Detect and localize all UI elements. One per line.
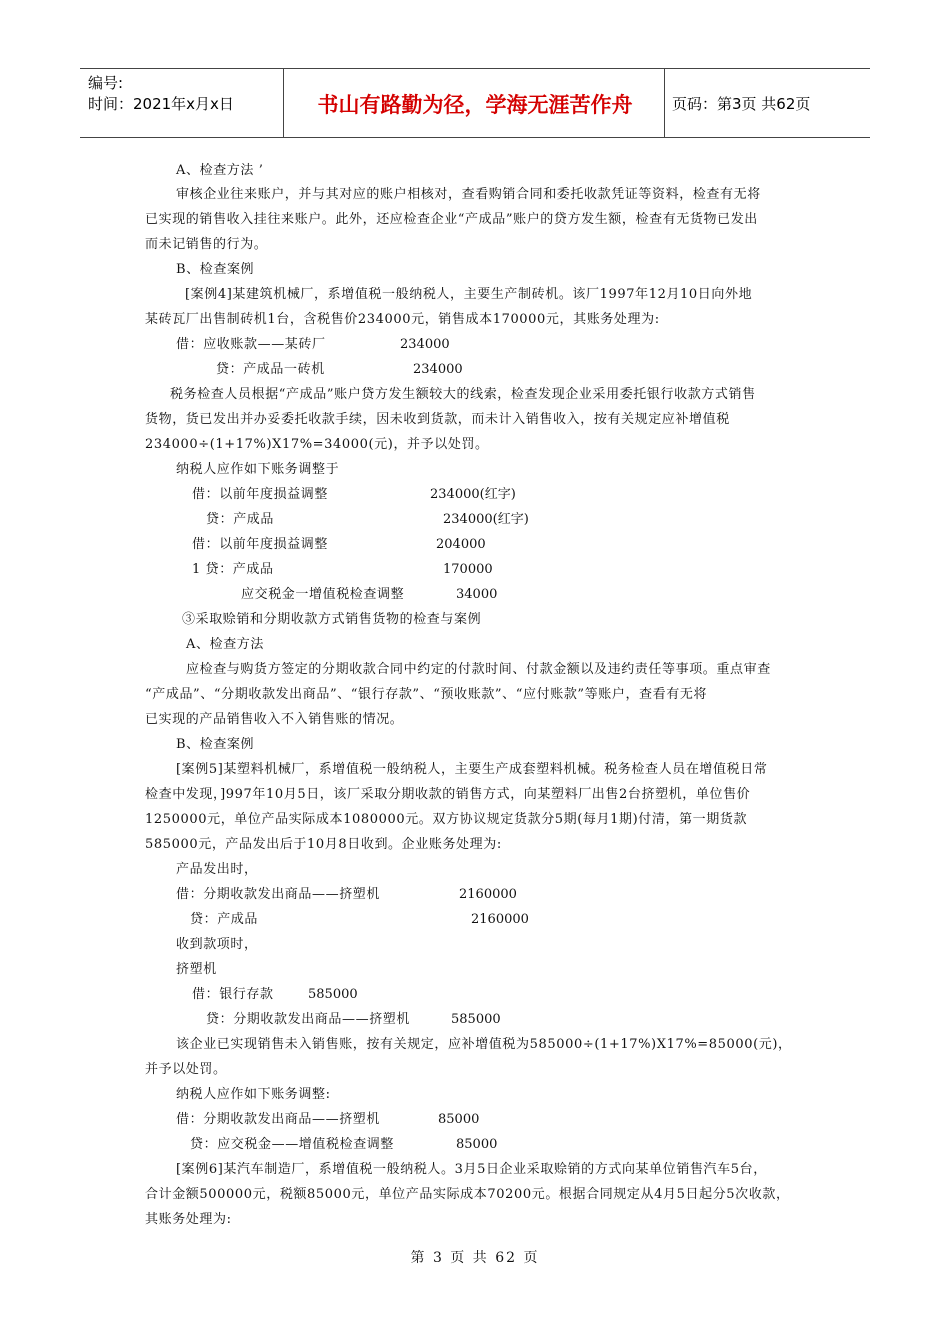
text-line: 234000÷(1+17%)X17%=34000(元)，并予以处罚。 xyxy=(145,437,489,452)
entry-amount: 234000 xyxy=(400,337,450,352)
entry-credit: 贷：产成品 xyxy=(190,912,259,927)
entry-amount: 170000 xyxy=(443,562,493,577)
entry-amount: 85000 xyxy=(456,1137,498,1152)
doc-number-label: 编号: xyxy=(88,74,124,92)
text-line: 纳税人应作如下账务调整于 xyxy=(176,462,340,477)
entry-credit: 贷：产成品 xyxy=(206,512,275,527)
text-line: A、检查方法 ’ xyxy=(176,163,264,178)
entry-credit: 贷：应交税金——增值税检查调整 xyxy=(190,1137,395,1152)
text-line: 收到款项时， xyxy=(176,937,258,952)
header-divider xyxy=(283,69,284,137)
entry-amount: 585000 xyxy=(451,1012,501,1027)
entry-amount: 34000 xyxy=(456,587,498,602)
page-header xyxy=(80,68,870,138)
text-line: [案例4]某建筑机械厂，系增值税一般纳税人，主要生产制砖机。该厂1997年12月10日向外地 xyxy=(185,287,753,302)
header-divider xyxy=(664,69,665,137)
doc-date: 时间：2021年x月x日 xyxy=(88,95,234,113)
text-line: 货物，货已发出并办妥委托收款手续，因未收到货款，而未计入销售收入，按有关规定应补增值税 xyxy=(145,412,730,427)
text-line: A、检查方法 xyxy=(186,637,264,652)
text-line: B、检查案例 xyxy=(176,262,255,277)
text-line: 585000元，产品发出后于10月8日收到。企业账务处理为: xyxy=(145,837,502,852)
text-line: [案例5]某塑料机械厂，系增值税一般纳税人，主要生产成套塑料机械。税务检查人员在增值税日常 xyxy=(176,762,768,777)
text-line: B、检查案例 xyxy=(176,737,255,752)
header-motto: 书山有路勤为径，学海无涯苦作舟 xyxy=(317,93,633,117)
header-meta xyxy=(88,73,234,115)
entry-debit: 借：银行存款 xyxy=(192,987,274,1002)
text-line: 纳税人应作如下账务调整: xyxy=(176,1087,331,1102)
entry-amount: 234000 xyxy=(413,362,463,377)
text-line: 其账务处理为: xyxy=(145,1212,232,1227)
text-line: 已实现的产品销售收入不入销售账的情况。 xyxy=(145,712,404,727)
text-line: ③采取赊销和分期收款方式销售货物的检查与案例 xyxy=(182,612,482,627)
text-line: 合计金额500000元，税额85000元，单位产品实际成本70200元。根据合同规定从4月5日起分5次收款， xyxy=(145,1187,790,1202)
text-line: 1250000元，单位产品实际成本1080000元。双方协议规定货款分5期(每月1期)付清，第一期货款 xyxy=(145,812,748,827)
text-line: 审核企业往来账户，并与其对应的账户相核对，查看购销合同和委托收款凭证等资料，检查有无将 xyxy=(176,187,761,202)
text-line: 税务检查人员根据“产成品”账户贷方发生额较大的线索，检查发现企业采用委托银行收款方式销售 xyxy=(170,387,756,402)
text-line: 已实现的销售收入挂往来账户。此外，还应检查企业“产成品”账户的贷方发生额，检查有无货物已发出 xyxy=(145,212,758,227)
entry-debit: 借：分期收款发出商品——挤塑机 xyxy=(176,887,381,902)
text-line: 某砖瓦厂出售制砖机1台，含税售价234000元，销售成本170000元，其账务处理为: xyxy=(145,312,660,327)
entry-credit: 1 贷：产成品 xyxy=(192,562,274,577)
entry-amount: 204000 xyxy=(436,537,486,552)
entry-credit: 应交税金一增值税检查调整 xyxy=(241,587,405,602)
entry-debit: 借：应收账款——某砖厂 xyxy=(176,337,326,352)
entry-credit: 贷：分期收款发出商品——挤塑机 xyxy=(206,1012,411,1027)
entry-amount: 585000 xyxy=(308,987,358,1002)
text-line: 挤塑机 xyxy=(176,962,217,977)
text-line: 应检查与购货方签定的分期收款合同中约定的付款时间、付款金额以及违约责任等事项。重点审查 xyxy=(186,662,771,677)
entry-amount: 234000(红字) xyxy=(443,512,529,527)
text-line: 检查中发现，]997年10月5日，该厂采取分期收款的销售方式，向某塑料厂出售2台挤塑机，单位售价 xyxy=(145,787,751,802)
entry-amount: 234000(红字) xyxy=(430,487,516,502)
entry-amount: 2160000 xyxy=(471,912,529,927)
text-line: [案例6]某汽车制造厂，系增值税一般纳税人。3月5日企业采取赊销的方式向某单位销售汽车5台， xyxy=(176,1162,767,1177)
text-line: 产品发出时， xyxy=(176,862,258,877)
entry-amount: 85000 xyxy=(438,1112,480,1127)
text-line: 并予以处罚。 xyxy=(145,1062,227,1077)
header-page-info: 页码：第3页 共62页 xyxy=(672,95,811,113)
entry-credit: 贷：产成品一砖机 xyxy=(216,362,325,377)
entry-debit: 借：以前年度损益调整 xyxy=(192,487,329,502)
page-footer: 第 3 页 共 62 页 xyxy=(410,1250,540,1266)
entry-amount: 2160000 xyxy=(459,887,517,902)
text-line: “产成品”、“分期收款发出商品”、“银行存款”、“预收账款”、“应付账款”等账户，查看有无将 xyxy=(145,687,708,702)
text-line: 而未记销售的行为。 xyxy=(145,237,268,252)
entry-debit: 借：以前年度损益调整 xyxy=(192,537,329,552)
entry-debit: 借：分期收款发出商品——挤塑机 xyxy=(176,1112,381,1127)
text-line: 该企业已实现销售未入销售账，按有关规定，应补增值税为585000÷(1+17%)X17%=85000(元)， xyxy=(176,1037,792,1052)
